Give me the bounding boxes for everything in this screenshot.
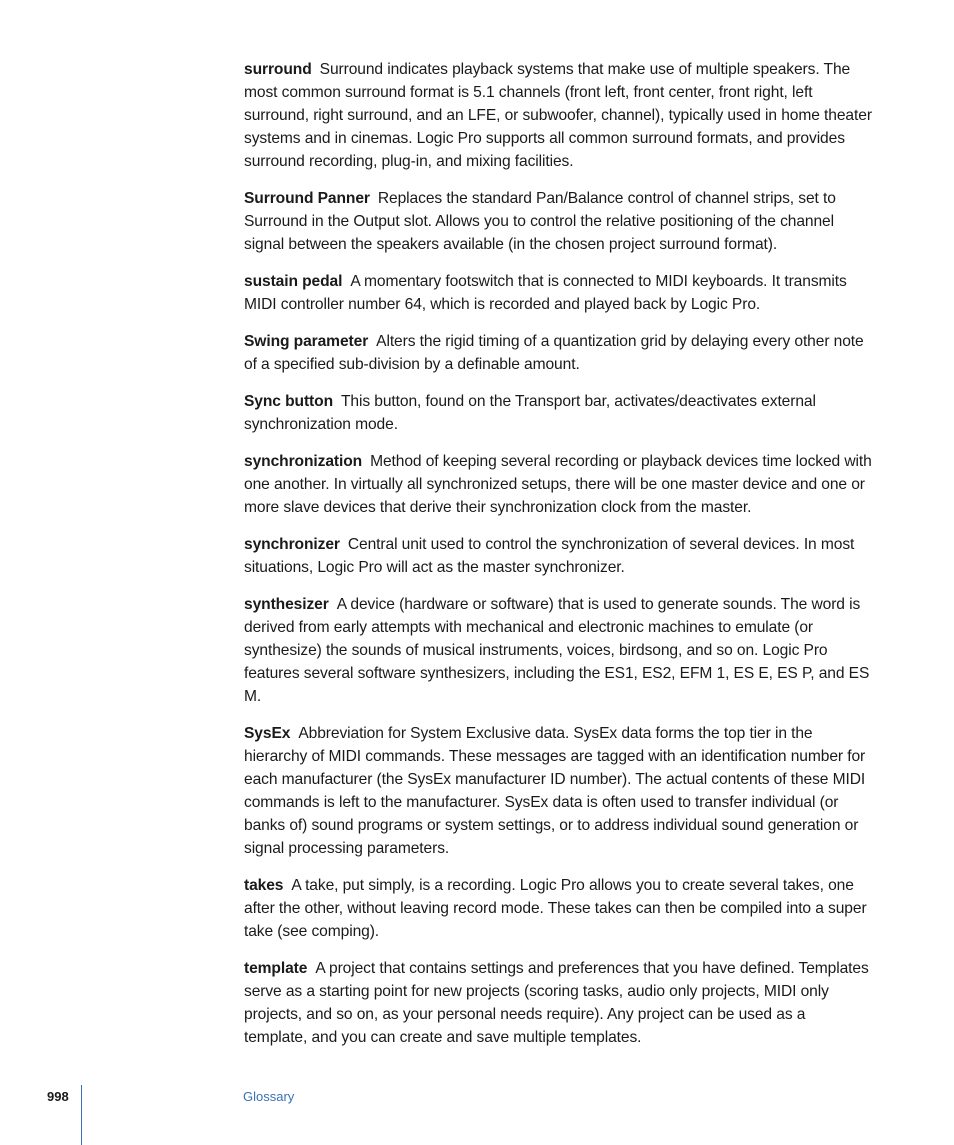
page-footer bbox=[0, 1085, 954, 1145]
glossary-content bbox=[244, 58, 872, 1063]
glossary-entry-sustain-pedal bbox=[244, 270, 872, 316]
glossary-definition: This button, found on the Transport bar, activates/deactivates external synchronization mode. bbox=[244, 393, 816, 433]
glossary-term: sustain pedal bbox=[244, 273, 343, 290]
glossary-term: synchronization bbox=[244, 453, 363, 470]
footer-divider bbox=[81, 1085, 82, 1145]
glossary-entry-synchronizer bbox=[244, 533, 872, 579]
glossary-term: Swing parameter bbox=[244, 333, 369, 350]
glossary-entry-swing-parameter bbox=[244, 330, 872, 376]
glossary-definition: Alters the rigid timing of a quantization grid by delaying every other note of a specified sub-division by a definable amount. bbox=[244, 333, 864, 373]
section-name: Glossary bbox=[243, 1089, 295, 1104]
glossary-term: Surround Panner bbox=[244, 190, 370, 207]
glossary-entry-sysex bbox=[244, 722, 872, 860]
glossary-entry-sync-button bbox=[244, 390, 872, 436]
glossary-definition: A project that contains settings and preferences that you have defined. Templates serve as a starting point for new projects (scoring tasks, audio only projects, MIDI only projects, and so on, as your personal needs require). Any project can be used as a template, and you can create and save multiple templates. bbox=[244, 960, 869, 1046]
glossary-term: SysEx bbox=[244, 725, 291, 742]
glossary-definition: Surround indicates playback systems that make use of multiple speakers. The most common surround format is 5.1 channels (front left, front center, front right, left surround, right surround, and an LFE, or subwoofer, channel), typically used in home theater systems and in cinemas. Logic Pro supports all common surround formats, and provides surround recording, plug-in, and mixing facilities. bbox=[244, 61, 872, 170]
glossary-definition: Central unit used to control the synchronization of several devices. In most situations, Logic Pro will act as the master synchronizer. bbox=[244, 536, 855, 576]
glossary-term: synthesizer bbox=[244, 596, 329, 613]
glossary-term: surround bbox=[244, 61, 312, 78]
glossary-entry-synthesizer bbox=[244, 593, 872, 708]
glossary-entry-template bbox=[244, 957, 872, 1049]
glossary-definition: A take, put simply, is a recording. Logic Pro allows you to create several takes, one after the other, without leaving record mode. These takes can then be compiled into a super take (see comping). bbox=[244, 877, 867, 940]
glossary-definition: A device (hardware or software) that is used to generate sounds. The word is derived from early attempts with mechanical and electronic machines to emulate (or synthesize) the sounds of musical instruments, voices, birdsong, and so on. Logic Pro features several software synthesizers, including the ES1, ES2, EFM 1, ES E, ES P, and ES M. bbox=[244, 596, 870, 705]
glossary-term: template bbox=[244, 960, 308, 977]
glossary-term: Sync button bbox=[244, 393, 333, 410]
glossary-definition: A momentary footswitch that is connected to MIDI keyboards. It transmits MIDI controller number 64, which is recorded and played back by Logic Pro. bbox=[244, 273, 847, 313]
page-number: 998 bbox=[47, 1089, 69, 1104]
glossary-definition: Method of keeping several recording or playback devices time locked with one another. In virtually all synchronized setups, there will be one master device and one or more slave devices that derive their synchronization clock from the master. bbox=[244, 453, 872, 516]
glossary-entry-takes bbox=[244, 874, 872, 943]
glossary-term: takes bbox=[244, 877, 284, 894]
glossary-entry-surround bbox=[244, 58, 872, 173]
glossary-definition: Abbreviation for System Exclusive data. SysEx data forms the top tier in the hierarchy of MIDI commands. These messages are tagged with an identification number for each manufacturer (the SysEx manufacturer ID number). The actual contents of these MIDI commands is left to the manufacturer. SysEx data is often used to transfer individual (or banks of) sound programs or system settings, or to address individual sound generation or signal processing parameters. bbox=[244, 725, 866, 857]
glossary-entry-surround-panner bbox=[244, 187, 872, 256]
glossary-entry-synchronization bbox=[244, 450, 872, 519]
glossary-definition: Replaces the standard Pan/Balance control of channel strips, set to Surround in the Output slot. Allows you to control the relative positioning of the channel signal between the speakers available (in the chosen project surround format). bbox=[244, 190, 836, 253]
glossary-term: synchronizer bbox=[244, 536, 340, 553]
